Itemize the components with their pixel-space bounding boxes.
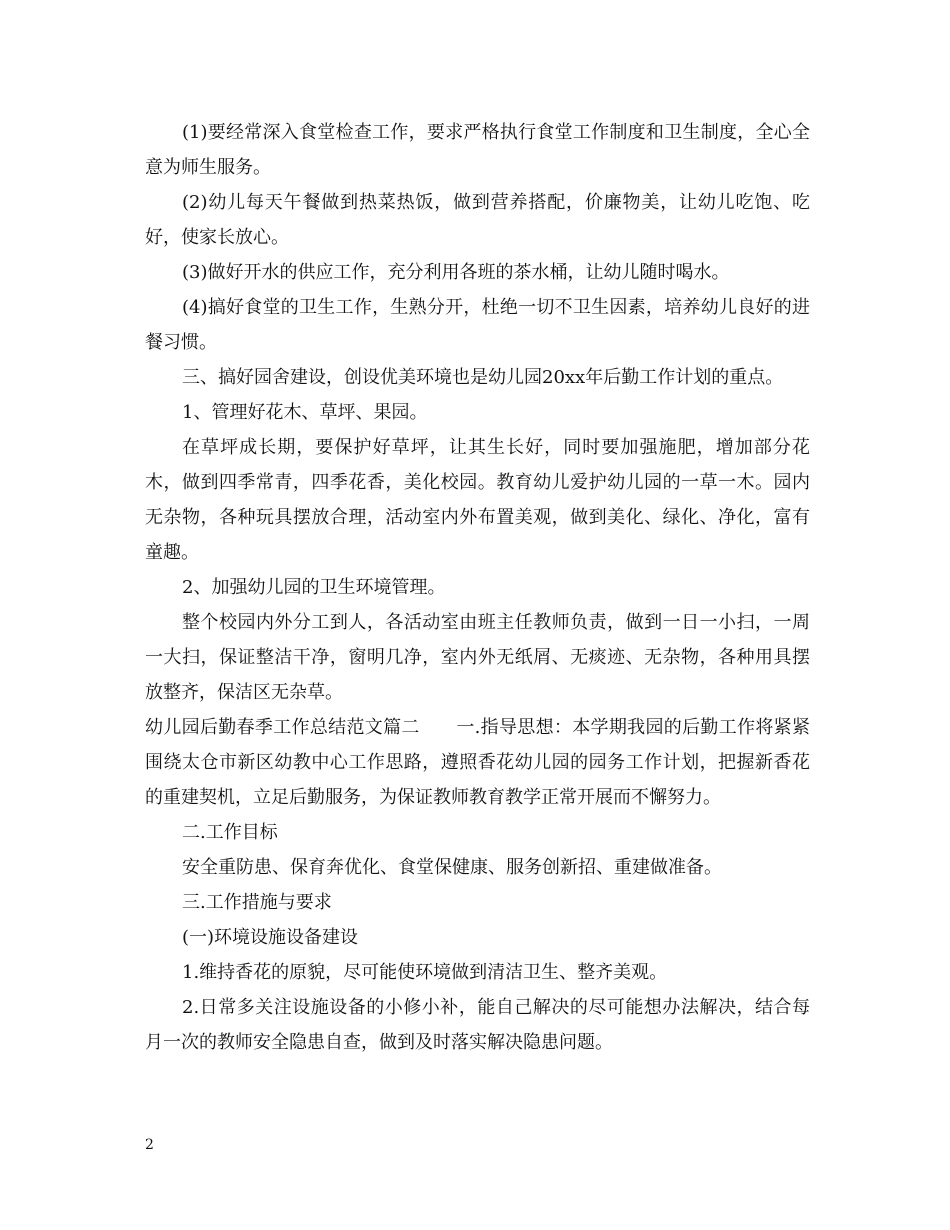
paragraph-13: 三.工作措施与要求 xyxy=(182,892,332,913)
paragraph-11: 二.工作目标 xyxy=(182,822,278,843)
paragraph-8: 2、加强幼儿园的卫生环境管理。 xyxy=(182,577,446,598)
paragraph-6: 1、管理好花木、草坪、果园。 xyxy=(182,402,428,423)
paragraph-16: 2.日常多关注设施设备的小修小补，能自己解决的尽可能想办法解决，结合每月一次的教师安全隐患自查，做到及时落实解决隐患问题。 xyxy=(145,997,810,1053)
paragraph-4: (4)搞好食堂的卫生工作，生熟分开，杜绝一切不卫生因素，培养幼儿良好的进餐习惯。 xyxy=(145,297,810,353)
paragraph-12: 安全重防患、保育奔优化、食堂保健康、服务创新招、重建做准备。 xyxy=(182,857,722,878)
paragraph-1: (1)要经常深入食堂检查工作，要求严格执行食堂工作制度和卫生制度，全心全意为师生服务。 xyxy=(145,122,810,178)
paragraph-14: (一)环境设施设备建设 xyxy=(182,927,359,948)
paragraph-7: 在草坪成长期，要保护好草坪，让其生长好，同时要加强施肥，增加部分花木，做到四季常青，四季花香，美化校园。教育幼儿爱护幼儿园的一草一木。园内无杂物，各种玩具摆放合理，活动室内外布置美观，做到美化、绿化、净化，富有童趣。 xyxy=(145,437,810,563)
paragraph-2: (2)幼儿每天午餐做到热菜热饭，做到营养搭配，价廉物美，让幼儿吃饱、吃好，使家长放心。 xyxy=(145,192,810,248)
paragraph-5: 三、搞好园舍建设，创设优美环境也是幼儿园20xx年后勤工作计划的重点。 xyxy=(182,367,784,388)
paragraph-15: 1.维持香花的原貌，尽可能使环境做到清洁卫生、整齐美观。 xyxy=(182,962,668,983)
paragraph-10: 幼儿园后勤春季工作总结范文篇二 一.指导思想：本学期我园的后勤工作将紧紧围绕太仓市新区幼教中心工作思路，遵照香花幼儿园的园务工作计划，把握新香花的重建契机，立足后勤服务，为保证教师教育教学正常开展而不懈努力。 xyxy=(145,717,810,808)
page-number: 2 xyxy=(145,1137,154,1153)
paragraph-3: (3)做好开水的供应工作，充分利用各班的茶水桶，让幼儿随时喝水。 xyxy=(182,262,730,283)
document-body xyxy=(145,115,810,1060)
paragraph-9: 整个校园内外分工到人，各活动室由班主任教师负责，做到一日一小扫，一周一大扫，保证整洁干净，窗明几净，室内外无纸屑、无痰迹、无杂物，各种用具摆放整齐，保洁区无杂草。 xyxy=(145,612,810,703)
